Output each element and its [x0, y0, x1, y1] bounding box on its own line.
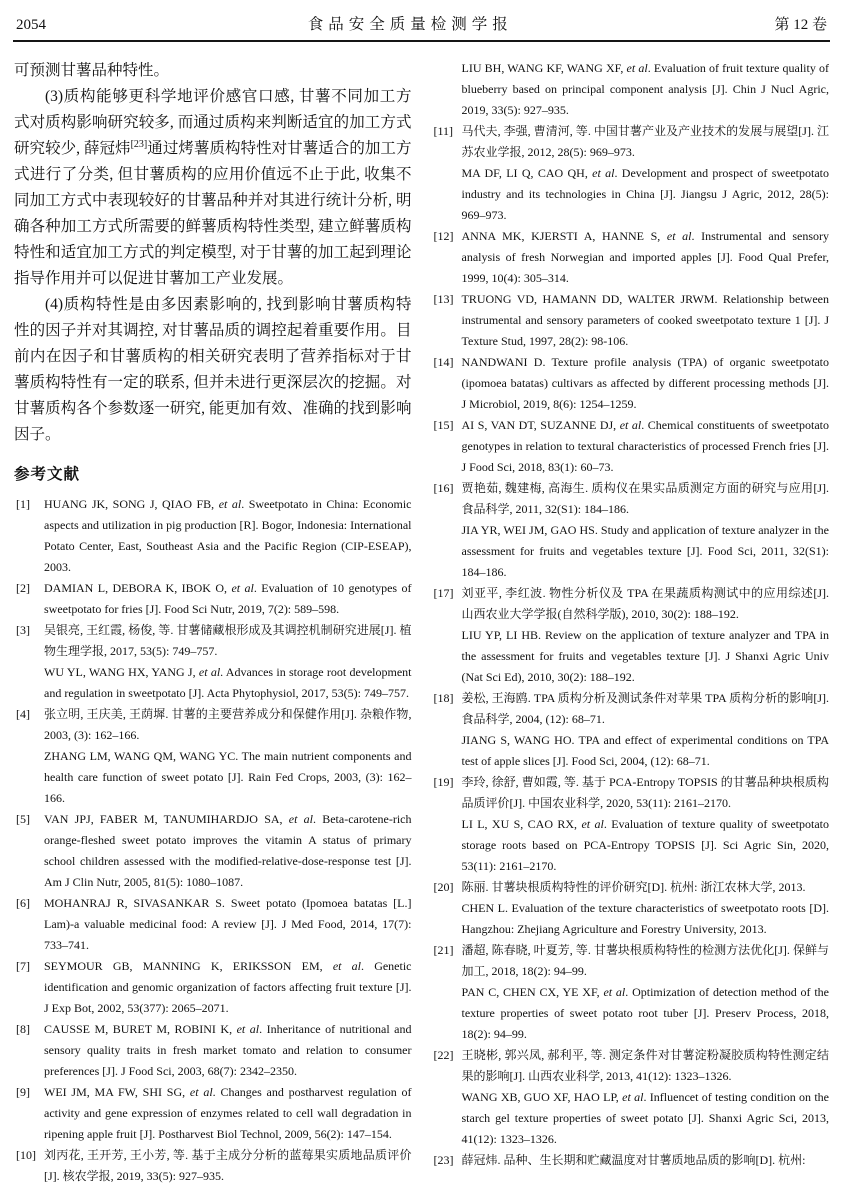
- reference-text: DAMIAN L, DEBORA K, IBOK O, et al. Evaluation of 10 genotypes of sweetpotato for fries [J]. Food Sci Nutr, 2019, 7(2): 589–598.: [44, 581, 412, 616]
- reference-label: [16]: [433, 481, 454, 495]
- paragraph-4: (4)质构特性是由多因素影响的, 找到影响甘薯质构特性的因子并对其调控, 对甘薯品质的调控起着重要作用。目前内在因子和甘薯质构的相关研究表明了营养指标对于甘薯质构特性有一定的联系, 但并未进行更深层次的挖掘。对甘薯质构各个参数逐一研究, 能更加有效、准确的找到影响因子。: [14, 296, 412, 443]
- reference-label: [21]: [433, 943, 454, 957]
- reference-text: CAUSSE M, BURET M, ROBINI K, et al. Inheritance of nutritional and sensory quality traits in fresh market tomato and relation to consumer preferences [J]. J Food Sci, 2003, 68(7): 2342–2350.: [44, 1022, 412, 1078]
- reference-text: VAN JPJ, FABER M, TANUMIHARDJO SA, et al. Beta-carotene-rich orange-fleshed sweet potato improves the vitamin A status of primary school children assessed with the modified-relative-dose-response test [J]. Am J Clin Nutr, 2005, 81(5): 1080–1087.: [44, 812, 412, 889]
- reference-text: 潘超, 陈春晓, 叶夏芳, 等. 甘薯块根质构特性的检测方法优化[J]. 保鲜与加工, 2018, 18(2): 94–99.: [461, 943, 829, 978]
- reference-text: LIU YP, LI HB. Review on the application of texture analyzer and TPA in the assessment for fruits and vegetables texture [J]. J Shanxi Agric Univ (Nat Sci Ed), 2010, 30(2): 188–192.: [461, 628, 829, 684]
- reference-label: [9]: [16, 1085, 30, 1099]
- reference-label: [19]: [433, 775, 454, 789]
- references-list-right: [432, 58, 830, 1171]
- reference-text: 姜松, 王海鸥. TPA 质构分析及测试条件对苹果 TPA 质构分析的影响[J]. 食品科学, 2004, (12): 68–71.: [461, 691, 829, 726]
- reference-label: [12]: [433, 229, 454, 243]
- reference-text: 李玲, 徐舒, 曹如霞, 等. 基于 PCA-Entropy TOPSIS 的甘薯品种块根质构品质评价[J]. 中国农业科学, 2020, 53(11): 2161–2170.: [461, 775, 829, 810]
- reference-label: [7]: [16, 959, 30, 973]
- reference-item: [432, 478, 830, 583]
- reference-item: [14, 620, 412, 704]
- reference-text: 刘丙花, 王开芳, 王小芳, 等. 基于主成分分析的蓝莓果实质地品质评价[J]. 核农学报, 2019, 33(5): 927–935.: [44, 1148, 412, 1183]
- reference-item: [14, 494, 412, 578]
- reference-item: [14, 809, 412, 893]
- reference-item: [432, 1150, 830, 1171]
- reference-item: [432, 415, 830, 478]
- reference-label: [1]: [16, 497, 30, 511]
- reference-item: [432, 226, 830, 289]
- reference-text: PAN C, CHEN CX, YE XF, et al. Optimization of detection method of the texture properties of sweet potato root tuber [J]. Preserv Process, 2018, 18(2): 94–99.: [461, 985, 829, 1041]
- reference-text: ZHANG LM, WANG QM, WANG YC. The main nutrient components and health care function of sweet potato [J]. Rain Fed Crops, 2003, (3): 162–166.: [44, 749, 412, 805]
- page-header: [0, 0, 843, 40]
- reference-text: MA DF, LI Q, CAO QH, et al. Development and prospect of sweetpotato industry and its technologies in China [J]. Jiangsu J Agric, 2012, 28(5): 969–973.: [461, 166, 830, 222]
- reference-text: CHEN L. Evaluation of the texture characteristics of sweetpotato roots [D]. Hangzhou: Zhejiang Agriculture and Forestry University, 2013.: [461, 901, 829, 936]
- reference-text: LI L, XU S, CAO RX, et al. Evaluation of texture quality of sweetpotato storage roots based on PCA-Entropy TOPSIS [J]. Sci Agric Sin, 2020, 53(11): 2161–2170.: [461, 817, 830, 873]
- reference-item: [14, 1019, 412, 1082]
- paragraph-3: [14, 84, 412, 292]
- reference-label: [10]: [16, 1148, 36, 1162]
- left-column: [14, 58, 412, 1187]
- right-column: [432, 58, 830, 1187]
- reference-label: [4]: [16, 707, 30, 721]
- reference-text: 张立明, 王庆美, 王荫墀. 甘薯的主要营养成分和保健作用[J]. 杂粮作物, 2003, (3): 162–166.: [44, 707, 412, 742]
- reference-text: 吴银亮, 王红霞, 杨俊, 等. 甘薯储藏根形成及其调控机制研究进展[J]. 植物生理学报, 2017, 53(5): 749–757.: [44, 623, 412, 658]
- reference-item: [432, 1045, 830, 1150]
- references-list-left: [14, 494, 412, 1187]
- reference-item: [432, 877, 830, 940]
- reference-text: WANG XB, GUO XF, HAO LP, et al. Influencet of testing condition on the starch gel texture properties of sweet potato [J]. Shanxi Agric Sci, 2013, 41(12): 1323–1326.: [461, 1090, 830, 1146]
- reference-label: [15]: [433, 418, 454, 432]
- two-column-body: [0, 42, 843, 1187]
- reference-label: [20]: [433, 880, 454, 894]
- reference-text: 贾艳茹, 魏建梅, 高海生. 质构仪在果实品质测定方面的研究与应用[J]. 食品科学, 2011, 32(S1): 184–186.: [461, 481, 829, 516]
- reference-label: [6]: [16, 896, 30, 910]
- reference-label: [2]: [16, 581, 30, 595]
- reference-item: [14, 704, 412, 809]
- reference-text: 马代夫, 李强, 曹清河, 等. 中国甘薯产业及产业技术的发展与展望[J]. 江苏农业学报, 2012, 28(5): 969–973.: [461, 124, 829, 159]
- reference-item: [432, 772, 830, 877]
- header-volume: 第 12 卷: [774, 17, 827, 33]
- reference-item: [432, 121, 830, 226]
- reference-text: JIANG S, WANG HO. TPA and effect of experimental conditions on TPA test of apple slices [J]. Food Sci, 2004, (12): 68–71.: [461, 733, 829, 768]
- reference-label: [18]: [433, 691, 454, 705]
- reference-label: [17]: [433, 586, 454, 600]
- reference-item: [14, 893, 412, 956]
- citation-superscript: [23]: [130, 138, 148, 150]
- reference-item: [14, 1082, 412, 1145]
- paragraph-3-text-before: (3)质构能够更科学地评价感官口感, 甘薯不同加工方式对质构影响研究较多, 而通过质构来判断适宜的加工方式研究较少, 薛冠炜: [14, 88, 412, 157]
- reference-item: [14, 956, 412, 1019]
- paragraph-3-text-after: 通过烤薯质构特性对甘薯适合的加工方式进行了分类, 但甘薯质构的应用价值远不止于此, 收集不同加工方式中表现较好的甘薯品种并对其进行统计分析, 明确各种加工方式所需要的鲜薯质构特性类型, 建立鲜薯质构特性和适宜加工方式的判定模型, 对于甘薯的加工起到理论指导作用并可以促进甘薯加工产业发展。: [14, 140, 412, 287]
- reference-text: MOHANRAJ R, SIVASANKAR S. Sweet potato (Ipomoea batatas [L.] Lam)-a valuable medicinal food: A review [J]. J Med Food, 2014, 17(7): 733–741.: [44, 896, 412, 952]
- reference-text: 陈丽. 甘薯块根质构特性的评价研究[D]. 杭州: 浙江农林大学, 2013.: [461, 880, 806, 894]
- reference-text: WEI JM, MA FW, SHI SG, et al. Changes and postharvest regulation of activity and gene expression of enzymes related to cell wall degradation in ripening apple fruit [J]. Postharvest Biol Technol, 2009, 56(2): 147–154.: [44, 1085, 412, 1141]
- reference-label: [23]: [433, 1153, 454, 1167]
- reference-label: [3]: [16, 623, 30, 637]
- reference-text: SEYMOUR GB, MANNING K, ERIKSSON EM, et al. Genetic identification and genomic organization of factors affecting fruit texture [J]. J Exp Bot, 2002, 53(377): 2065–2071.: [44, 959, 412, 1015]
- reference-text: TRUONG VD, HAMANN DD, WALTER JRWM. Relationship between instrumental and sensory parameters of cooked sweetpotato texture 1 [J]. J Texture Stud, 1997, 28(2): 98-106.: [461, 292, 829, 348]
- reference-item: [432, 352, 830, 415]
- reference-text: 薛冠炜. 品种、生长期和贮藏温度对甘薯质地品质的影响[D]. 杭州:: [461, 1153, 806, 1167]
- reference-label: [8]: [16, 1022, 30, 1036]
- header-journal-title: 食品安全质量检测学报: [307, 16, 513, 33]
- reference-item: [432, 583, 830, 688]
- reference-item: [14, 1145, 412, 1187]
- reference-label: [13]: [433, 292, 454, 306]
- reference-text: AI S, VAN DT, SUZANNE DJ, et al. Chemical constituents of sweetpotato genotypes in relation to textural characteristics of processed French fries [J]. J Food Sci, 2018, 83(1): 60–73.: [461, 418, 830, 474]
- reference-text: WU YL, WANG HX, YANG J, et al. Advances in storage root development and regulation in sweetpotato [J]. Acta Phytophysiol, 2017, 53(5): 749–757.: [44, 665, 412, 700]
- reference-text: JIA YR, WEI JM, GAO HS. Study and application of texture analyzer in the assessment for fruits and vegetables texture [J]. Food Sci, 2011, 32(S1): 184–186.: [461, 523, 829, 579]
- reference-label: [14]: [433, 355, 454, 369]
- reference-label: [11]: [433, 124, 454, 138]
- reference-label: [22]: [433, 1048, 454, 1062]
- paragraph-continuation: 可预测甘薯品种特性。: [14, 62, 170, 79]
- reference-text: ANNA MK, KJERSTI A, HANNE S, et al. Instrumental and sensory analysis of fresh Norwegian and imported apples [J]. Food Qual Prefer, 1999, 10(4): 305–314.: [461, 229, 830, 285]
- reference-text: LIU BH, WANG KF, WANG XF, et al. Evaluation of fruit texture quality of blueberry based on principal component analysis [J]. Chin J Nucl Agric, 2019, 33(5): 927–935.: [461, 61, 829, 117]
- reference-text: 刘亚平, 李红波. 物性分析仪及 TPA 在果蔬质构测试中的应用综述[J]. 山西农业大学学报(自然科学版), 2010, 30(2): 188–192.: [461, 586, 829, 621]
- reference-text: 王晓彬, 郭兴凤, 郝利平, 等. 测定条件对甘薯淀粉凝胶质构特性测定结果的影响[J]. 山西农业科学, 2013, 41(12): 1323–1326.: [461, 1048, 829, 1083]
- reference-item: [432, 58, 830, 121]
- reference-item: [432, 688, 830, 772]
- reference-text: NANDWANI D. Texture profile analysis (TPA) of organic sweetpotato (ipomoea batatas) cultivars as affected by different processing methods [J]. J Microbiol, 2019, 8(6): 1254–1259.: [461, 355, 829, 411]
- header-page-number: 2054: [16, 17, 46, 33]
- reference-item: [432, 940, 830, 1045]
- references-heading: 参考文献: [14, 466, 81, 483]
- reference-label: [5]: [16, 812, 30, 826]
- reference-item: [432, 289, 830, 352]
- reference-item: [14, 578, 412, 620]
- reference-text: HUANG JK, SONG J, QIAO FB, et al. Sweetpotato in China: Economic aspects and utilization in pig production [R]. Bogor, Indonesia: International Potato Center, East, Southeast Asia and the Pacific Region (CIP-ESEAP), 2003.: [44, 497, 412, 574]
